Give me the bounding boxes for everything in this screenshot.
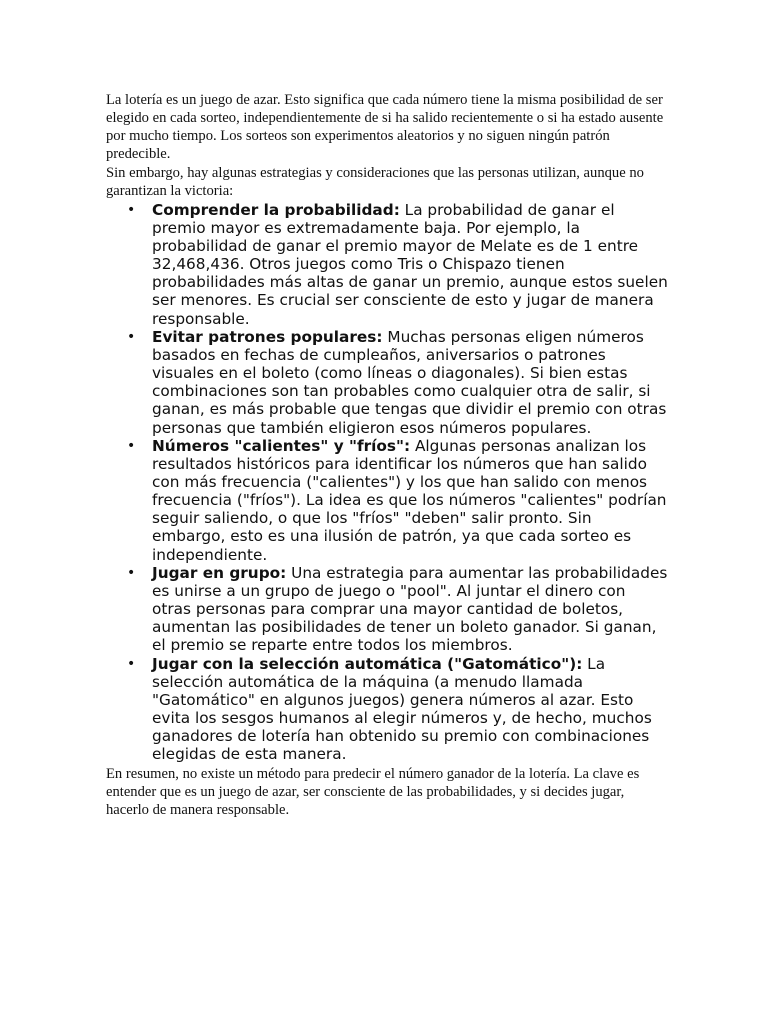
document-page bbox=[106, 91, 666, 820]
intro-paragraph: La lotería es un juego de azar. Esto significa que cada número tiene la misma posibilidad de ser elegido en cada sorteo, independientemente de si ha salido recientemente o si ha estado ausente por mucho tiempo. Los sorteos son experimentos aleatorios y no siguen ningún patrón predecible. bbox=[106, 92, 664, 162]
list-item bbox=[127, 437, 668, 564]
list-item bbox=[127, 328, 668, 437]
strategy-list bbox=[106, 201, 668, 763]
list-item-title: Números "calientes" y "fríos": bbox=[152, 437, 411, 455]
bullet-icon: • bbox=[127, 655, 136, 672]
list-item-title: Comprender la probabilidad: bbox=[152, 201, 400, 219]
bullet-icon: • bbox=[127, 329, 136, 346]
list-item bbox=[127, 564, 668, 655]
bullet-icon: • bbox=[127, 565, 136, 582]
bullet-icon: • bbox=[127, 438, 136, 454]
list-item-title: Jugar con la selección automática ("Gatomático"): bbox=[152, 654, 583, 673]
list-item-title: Evitar patrones populares: bbox=[152, 328, 383, 347]
list-item bbox=[127, 201, 668, 328]
bullet-icon: • bbox=[127, 202, 136, 218]
list-item-text: Muchas personas eligen números basados en fechas de cumpleaños, aniversarios o patrones visuales en el boleto (como líneas o diagonales). Si bien estas combinaciones son tan probables como cualquier otra de salir, si ganan, es más probable que tengas que dividir el premio con otras personas que también eligieron esos números populares. bbox=[152, 328, 667, 437]
list-item-text: La selección automática de la máquina (a menudo llamada "Gatomático" en algunos juegos) genera números al azar. Esto evita los sesgos humanos al elegir números y, de hecho, muchos ganadores de lotería han obtenido su premio con combinaciones elegidas de esta manera. bbox=[152, 654, 652, 764]
strategies-lead-paragraph: Sin embargo, hay algunas estrategias y consideraciones que las personas utilizan, aunque no garantizan la victoria: bbox=[106, 165, 644, 199]
list-item-text: Una estrategia para aumentar las probabilidades es unirse a un grupo de juego o "pool". Al juntar el dinero con otras personas para comprar una mayor cantidad de boletos, aumentan las posibilidades de tener un boleto ganador. Si ganan, el premio se reparte entre todos los miembros. bbox=[152, 564, 668, 655]
list-item bbox=[127, 654, 668, 764]
list-item-title: Jugar en grupo: bbox=[152, 564, 287, 583]
summary-paragraph: En resumen, no existe un método para predecir el número ganador de la lotería. La clave es entender que es un juego de azar, ser consciente de las probabilidades, y si decides jugar, hacerlo de manera responsable. bbox=[106, 766, 640, 819]
list-item-text: La probabilidad de ganar el premio mayor es extremadamente baja. Por ejemplo, la probabilidad de ganar el premio mayor de Melate es de 1 entre 32,468,436. Otros juegos como Tris o Chispazo tienen probabilidades más altas de ganar un premio, aunque estos suelen ser menores. Es crucial ser consciente de esto y jugar de manera responsable. bbox=[152, 201, 668, 328]
list-item-text: Algunas personas analizan los resultados históricos para identificar los números que han salido con más frecuencia ("calientes") y los que han salido con menos frecuencia ("fríos"). La idea es que los números "calientes" podrían seguir saliendo, o que los "fríos" "deben" salir pronto. Sin embargo, esto es una ilusión de patrón, ya que cada sorteo es independiente. bbox=[152, 437, 667, 564]
